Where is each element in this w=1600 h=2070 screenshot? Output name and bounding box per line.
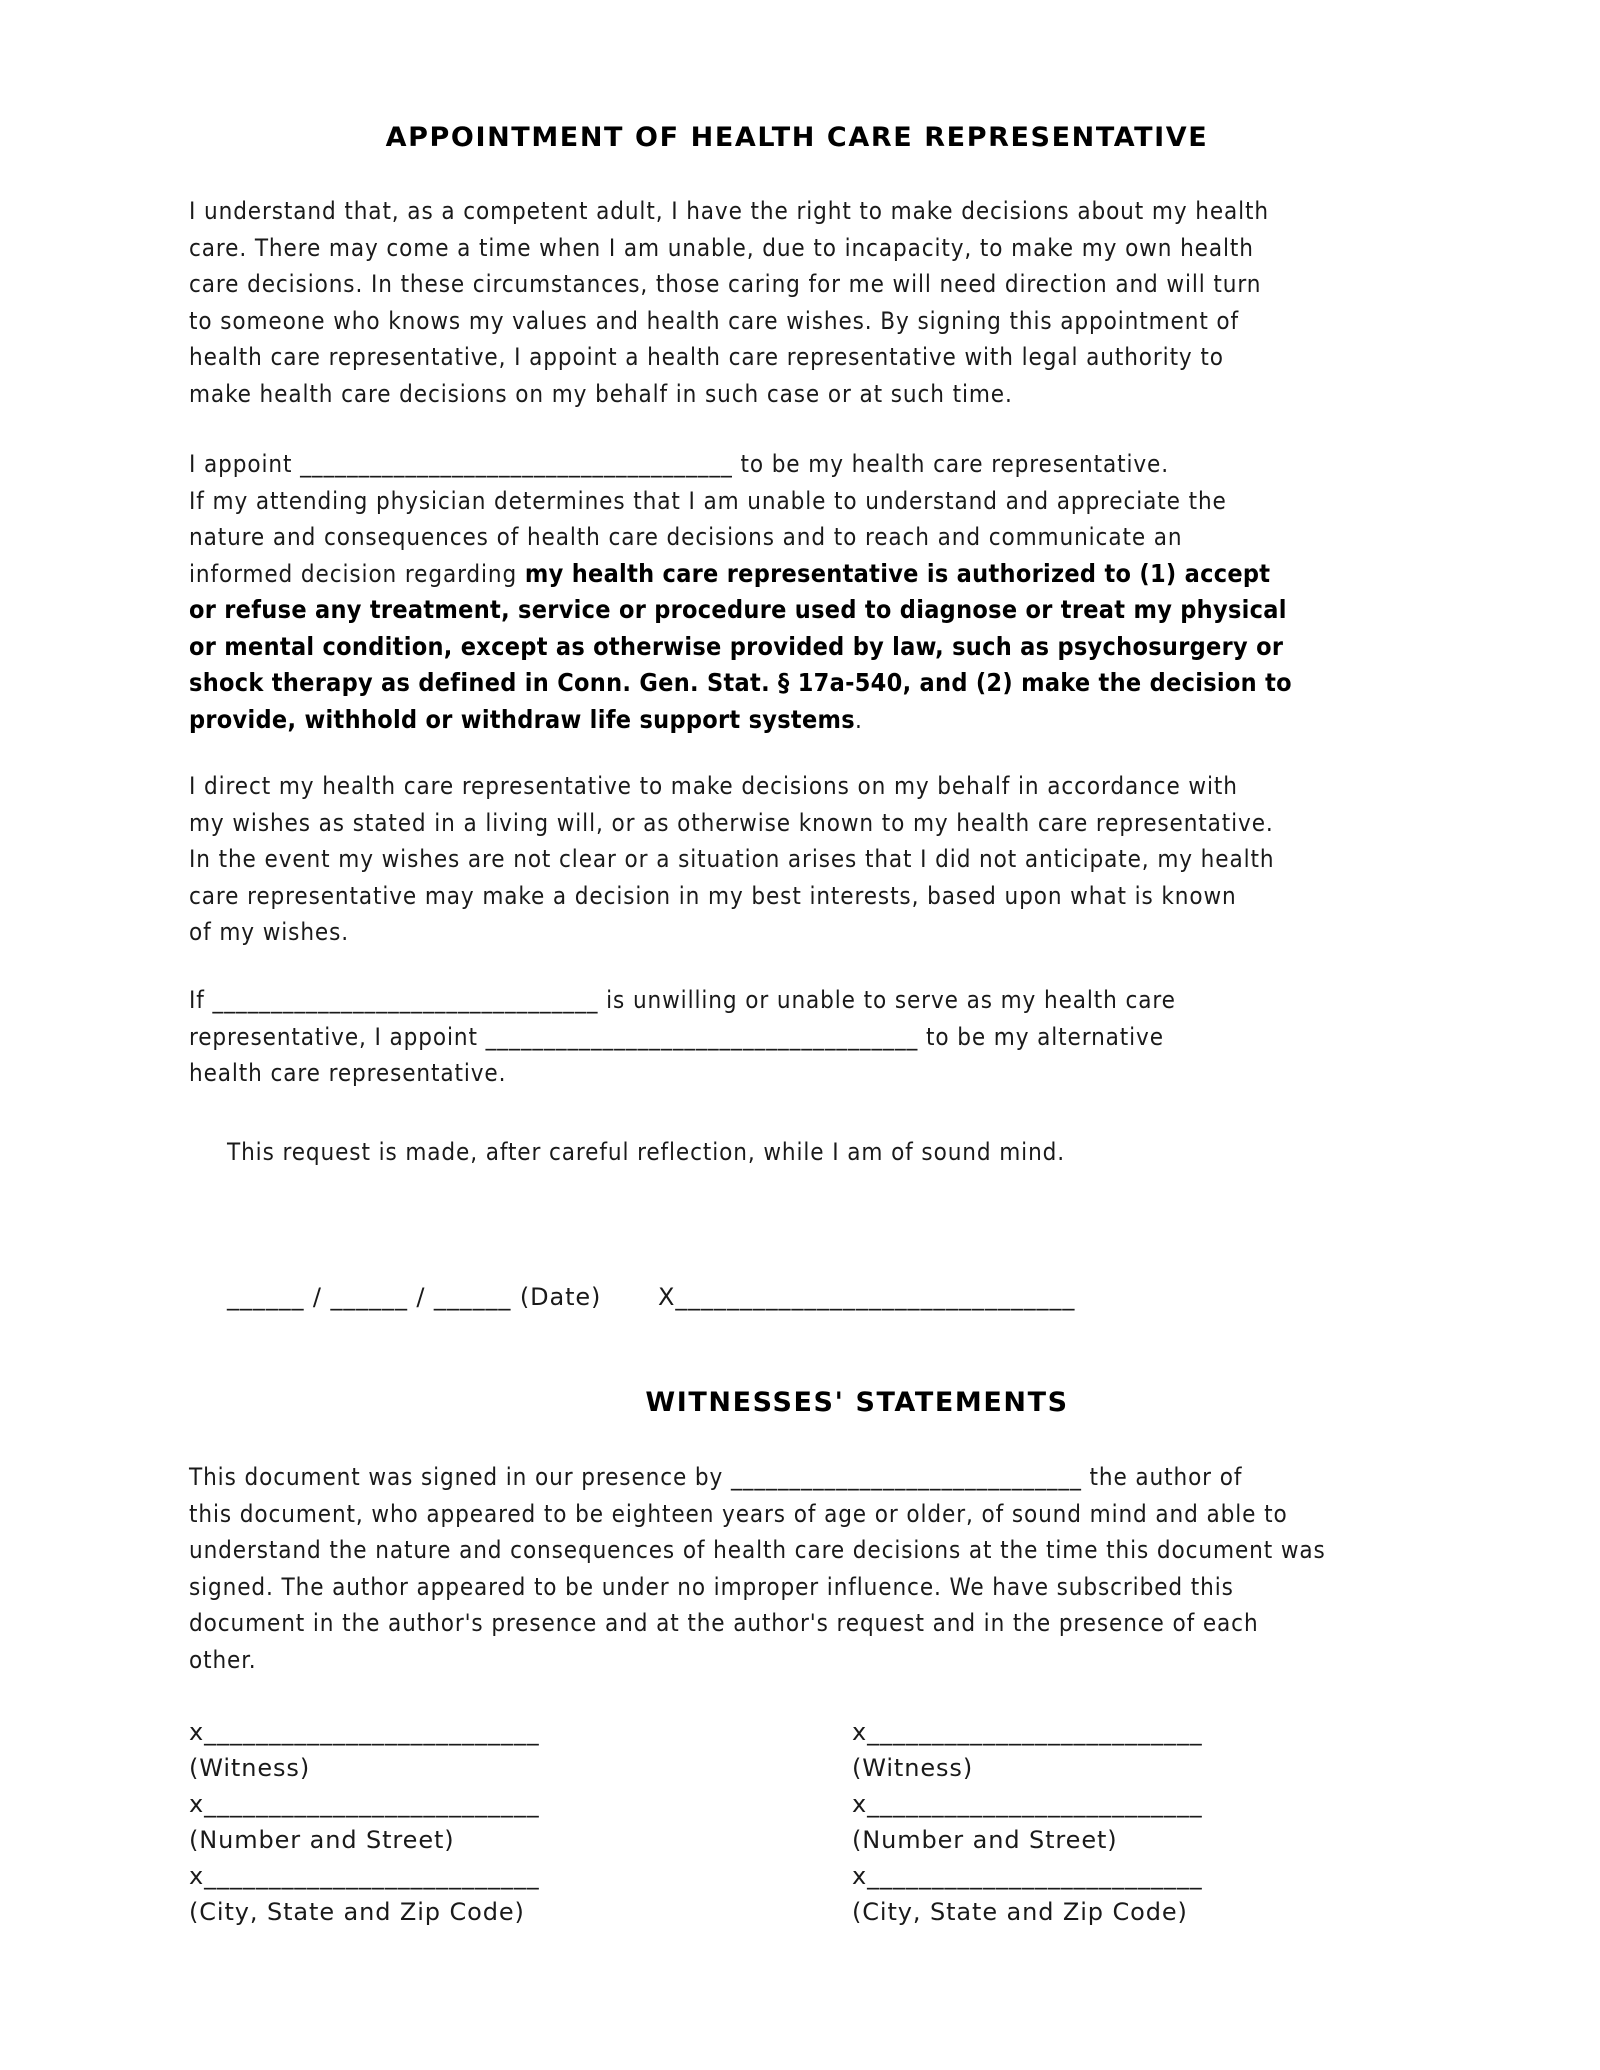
document-title: APPOINTMENT OF HEALTH CARE REPRESENTATIVE bbox=[385, 122, 1209, 153]
plain-text: informed decision regarding bbox=[189, 559, 525, 588]
bold-text-line: or mental condition, except as otherwise provided by law, such as psychosurgery or bbox=[189, 631, 1284, 661]
text-line: health care representative, I appoint a health care representative with legal authority to bbox=[189, 343, 1224, 371]
text-line: If my attending physician determines that I am unable to understand and appreciate the bbox=[189, 486, 1227, 515]
primary-representative-blank-line[interactable]: If _________________________________ is unwilling or unable to serve as my health care bbox=[189, 986, 1176, 1014]
text-line: care representative may make a decision in my best interests, based upon what is known bbox=[189, 881, 1237, 910]
text-line bbox=[189, 702, 1292, 739]
text-line: nature and consequences of health care decisions and to reach and communicate an bbox=[189, 523, 1183, 551]
witness-1-city-field[interactable]: x__________________________ bbox=[189, 1862, 540, 1890]
appointment-paragraph bbox=[189, 446, 1292, 738]
text-line: care decisions. In these circumstances, those caring for me will need direction and will turn bbox=[189, 270, 1262, 298]
intro-paragraph bbox=[189, 193, 1269, 412]
witness-1-block bbox=[189, 1714, 540, 1930]
representative-name-blank-line[interactable]: I appoint _____________________________________ to be my health care representative. bbox=[189, 450, 1169, 478]
bold-text: my health care representative is authorized to (1) accept bbox=[524, 558, 1271, 588]
text-line: This request is made, after careful reflection, while I am of sound mind. bbox=[227, 1138, 1066, 1166]
city-label: (City, State and Zip Code) bbox=[852, 1898, 1188, 1926]
bold-text: provide, withhold or withdraw life support systems bbox=[189, 704, 855, 734]
text-line: I direct my health care representative to make decisions on my behalf in accordance with bbox=[189, 772, 1238, 800]
direction-paragraph bbox=[189, 768, 1274, 951]
text-line: understand the nature and consequences of health care decisions at the time this document was bbox=[189, 1536, 1326, 1564]
alternate-representative-blank-line[interactable]: representative, I appoint _____________________________________ to be my alternative bbox=[189, 1022, 1164, 1051]
witness-label: (Witness) bbox=[189, 1754, 311, 1782]
text-line: health care representative. bbox=[189, 1059, 507, 1087]
text-line: of my wishes. bbox=[189, 918, 350, 946]
text-line: In the event my wishes are not clear or a situation arises that I did not anticipate, my health bbox=[189, 845, 1275, 873]
text-line: care. There may come a time when I am unable, due to incapacity, to make my own health bbox=[189, 233, 1254, 262]
bold-text-line: or refuse any treatment, service or procedure used to diagnose or treat my physical bbox=[189, 595, 1287, 624]
text-line: make health care decisions on my behalf in such case or at such time. bbox=[189, 379, 1013, 408]
author-name-blank-line[interactable]: This document was signed in our presence by ______________________________ the author of bbox=[189, 1463, 1243, 1491]
street-label: (Number and Street) bbox=[852, 1826, 1118, 1854]
witness-1-street-field[interactable]: x__________________________ bbox=[189, 1790, 540, 1818]
signature-field[interactable]: X_______________________________ bbox=[658, 1283, 1076, 1311]
date-field[interactable]: ______ / ______ / ______ (Date) bbox=[227, 1283, 602, 1311]
witness-1-signature-field[interactable]: x__________________________ bbox=[189, 1718, 540, 1746]
alternate-representative-paragraph bbox=[189, 982, 1176, 1092]
bold-text-line: shock therapy as defined in Conn. Gen. Stat. § 17a-540, and (2) make the decision to bbox=[189, 668, 1292, 697]
witness-2-street-field[interactable]: x__________________________ bbox=[852, 1790, 1203, 1818]
street-label: (Number and Street) bbox=[189, 1826, 455, 1854]
text-line: this document, who appeared to be eighteen years of age or older, of sound mind and able to bbox=[189, 1499, 1288, 1528]
witness-2-signature-field[interactable]: x__________________________ bbox=[852, 1718, 1203, 1746]
request-statement bbox=[227, 1134, 1065, 1171]
city-label: (City, State and Zip Code) bbox=[189, 1898, 525, 1926]
text-line: my wishes as stated in a living will, or as otherwise known to my health care representative. bbox=[189, 808, 1274, 837]
text-line: signed. The author appeared to be under no improper influence. We have subscribed this bbox=[189, 1572, 1234, 1601]
text-line: document in the author's presence and at the author's request and in the presence of each bbox=[189, 1609, 1259, 1637]
witness-2-city-field[interactable]: x__________________________ bbox=[852, 1862, 1203, 1890]
plain-text: . bbox=[854, 705, 863, 734]
witness-label: (Witness) bbox=[852, 1754, 974, 1782]
witnesses-title: WITNESSES' STATEMENTS bbox=[645, 1387, 1069, 1418]
date-signature-row bbox=[227, 1279, 1076, 1316]
witnesses-paragraph bbox=[189, 1459, 1326, 1678]
witness-2-block bbox=[852, 1714, 1203, 1930]
text-line bbox=[189, 556, 1292, 593]
text-line: other. bbox=[189, 1645, 257, 1674]
text-line: I understand that, as a competent adult, I have the right to make decisions about my health bbox=[189, 197, 1270, 225]
text-line: to someone who knows my values and health care wishes. By signing this appointment of bbox=[189, 306, 1240, 335]
